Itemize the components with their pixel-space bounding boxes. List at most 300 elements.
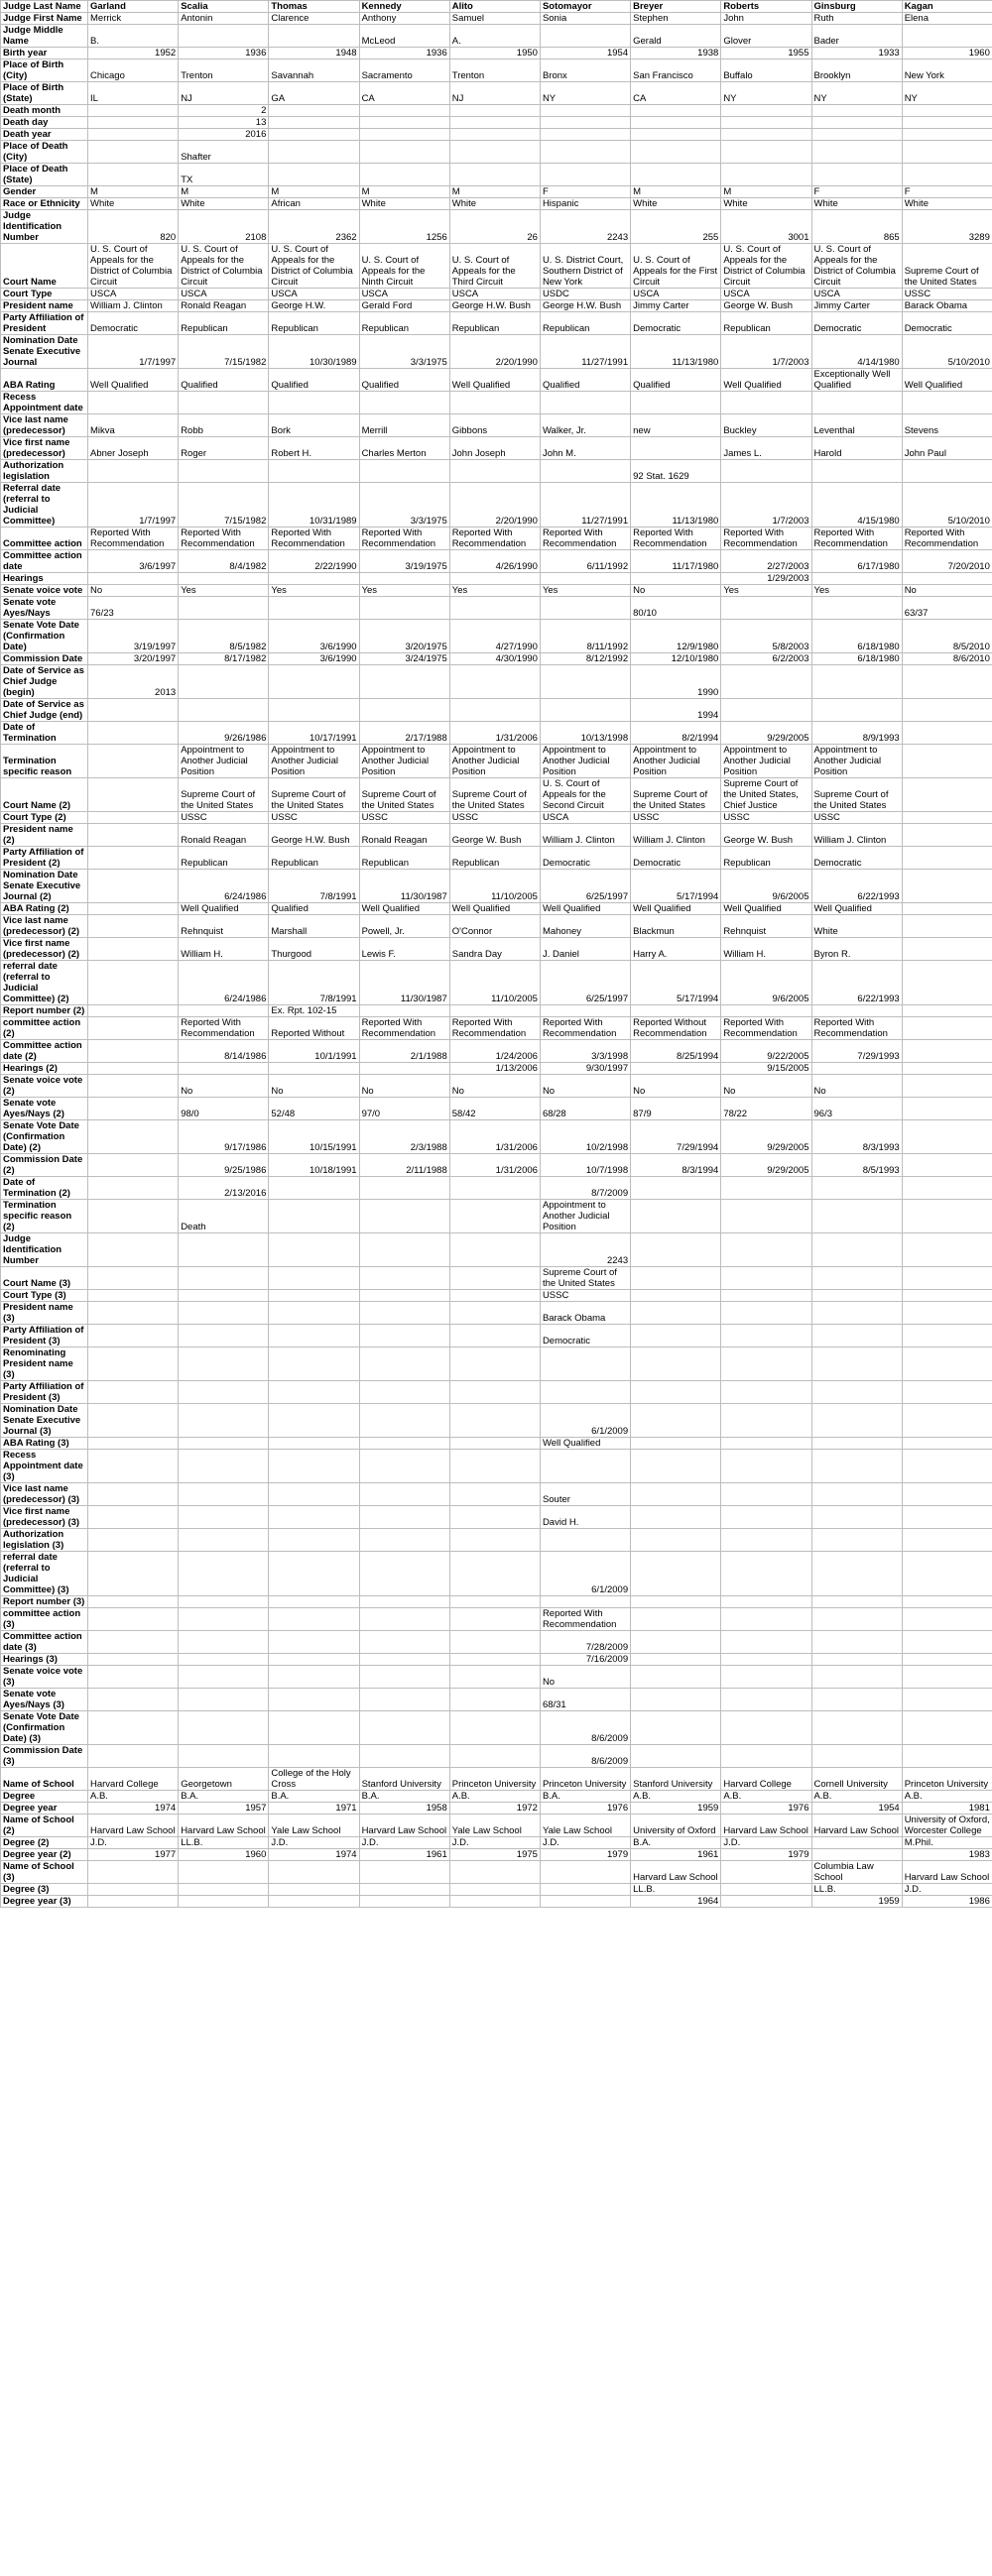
table-cell[interactable]: Charles Merton (359, 437, 449, 460)
header-cell[interactable]: Garland (88, 1, 179, 13)
table-cell[interactable]: 9/6/2005 (721, 961, 811, 1005)
table-cell[interactable] (811, 1666, 902, 1689)
row-label[interactable]: Commission Date (2) (1, 1154, 88, 1177)
row-label[interactable]: Degree (1, 1791, 88, 1803)
table-cell[interactable] (902, 778, 992, 812)
table-cell[interactable]: 2/13/2016 (179, 1177, 269, 1200)
table-cell[interactable]: Reported With Recommendation (721, 1017, 811, 1040)
table-cell[interactable] (902, 392, 992, 414)
table-cell[interactable] (179, 1631, 269, 1654)
table-cell[interactable] (88, 961, 179, 1005)
row-label[interactable]: Committee action date (2) (1, 1040, 88, 1063)
table-cell[interactable] (721, 117, 811, 129)
table-cell[interactable]: 1952 (88, 48, 179, 59)
row-label[interactable]: Hearings (3) (1, 1654, 88, 1666)
table-cell[interactable] (359, 597, 449, 620)
table-cell[interactable]: Qualified (269, 369, 359, 392)
table-cell[interactable]: 1256 (359, 210, 449, 244)
row-label[interactable]: Authorization legislation (1, 460, 88, 483)
table-cell[interactable]: Jimmy Carter (811, 300, 902, 312)
table-cell[interactable] (721, 1381, 811, 1404)
table-cell[interactable]: Democratic (540, 847, 630, 870)
table-cell[interactable] (540, 665, 630, 699)
table-cell[interactable]: 2108 (179, 210, 269, 244)
table-cell[interactable] (631, 1404, 721, 1438)
table-cell[interactable] (179, 1325, 269, 1347)
header-cell[interactable]: Thomas (269, 1, 359, 13)
table-cell[interactable]: B.A. (359, 1791, 449, 1803)
table-cell[interactable]: 9/29/2005 (721, 722, 811, 745)
table-cell[interactable]: USCA (449, 289, 540, 300)
table-cell[interactable] (359, 1450, 449, 1483)
table-cell[interactable] (269, 105, 359, 117)
table-cell[interactable] (902, 1404, 992, 1438)
table-cell[interactable] (88, 812, 179, 824)
table-cell[interactable]: Ronald Reagan (179, 300, 269, 312)
table-cell[interactable] (811, 1837, 902, 1849)
table-cell[interactable] (811, 1849, 902, 1861)
table-cell[interactable]: M (631, 186, 721, 198)
table-cell[interactable]: 7/29/1994 (631, 1120, 721, 1154)
table-cell[interactable]: GA (269, 82, 359, 105)
table-cell[interactable] (721, 141, 811, 164)
table-cell[interactable]: 11/10/2005 (449, 870, 540, 903)
table-cell[interactable]: 11/27/1991 (540, 335, 630, 369)
table-cell[interactable] (88, 1506, 179, 1529)
table-cell[interactable]: 9/25/1986 (179, 1154, 269, 1177)
table-cell[interactable]: Supreme Court of the United States (902, 244, 992, 289)
table-cell[interactable]: Republican (449, 312, 540, 335)
table-cell[interactable] (449, 1290, 540, 1302)
table-cell[interactable]: Death (179, 1200, 269, 1233)
table-cell[interactable]: B. (88, 25, 179, 48)
row-label[interactable]: referral date (referral to Judicial Committee) (3) (1, 1552, 88, 1596)
table-cell[interactable]: Harvard Law School (631, 1861, 721, 1884)
table-cell[interactable] (88, 1861, 179, 1884)
table-cell[interactable]: Well Qualified (721, 369, 811, 392)
table-cell[interactable]: Well Qualified (179, 903, 269, 915)
table-cell[interactable]: Republican (179, 312, 269, 335)
table-cell[interactable] (540, 1884, 630, 1896)
table-cell[interactable] (179, 25, 269, 48)
table-cell[interactable]: Reported With Recommendation (359, 1017, 449, 1040)
table-cell[interactable]: Harvard Law School (359, 1815, 449, 1837)
table-cell[interactable]: 1958 (359, 1803, 449, 1815)
table-cell[interactable]: 1964 (631, 1896, 721, 1908)
table-cell[interactable]: 8/9/1993 (811, 722, 902, 745)
table-cell[interactable] (449, 1347, 540, 1381)
table-cell[interactable] (449, 1631, 540, 1654)
table-cell[interactable] (811, 1552, 902, 1596)
table-cell[interactable]: 6/24/1986 (179, 961, 269, 1005)
row-label[interactable]: Court Type (2) (1, 812, 88, 824)
table-cell[interactable]: 80/10 (631, 597, 721, 620)
table-cell[interactable]: 8/12/1992 (540, 653, 630, 665)
table-cell[interactable]: 1933 (811, 48, 902, 59)
table-cell[interactable] (269, 1884, 359, 1896)
table-cell[interactable] (631, 1608, 721, 1631)
table-cell[interactable]: USSC (269, 812, 359, 824)
table-cell[interactable]: White (359, 198, 449, 210)
table-cell[interactable]: 8/6/2009 (540, 1711, 630, 1745)
table-cell[interactable]: TX (179, 164, 269, 186)
table-cell[interactable]: 3/3/1975 (359, 483, 449, 527)
table-cell[interactable] (88, 915, 179, 938)
table-cell[interactable]: 1971 (269, 1803, 359, 1815)
table-cell[interactable]: 3/24/1975 (359, 653, 449, 665)
table-cell[interactable] (449, 1529, 540, 1552)
table-cell[interactable] (359, 1005, 449, 1017)
table-cell[interactable]: Ronald Reagan (179, 824, 269, 847)
table-cell[interactable] (179, 1381, 269, 1404)
table-cell[interactable]: NJ (179, 82, 269, 105)
table-cell[interactable]: U. S. Court of Appeals for the First Circuit (631, 244, 721, 289)
row-label[interactable]: Vice last name (predecessor) (2) (1, 915, 88, 938)
table-cell[interactable]: 12/9/1980 (631, 620, 721, 653)
table-cell[interactable] (721, 392, 811, 414)
table-cell[interactable] (902, 1666, 992, 1689)
table-cell[interactable]: White (721, 198, 811, 210)
table-cell[interactable] (359, 1654, 449, 1666)
table-cell[interactable]: Ronald Reagan (359, 824, 449, 847)
table-cell[interactable]: O'Connor (449, 915, 540, 938)
table-cell[interactable] (631, 573, 721, 585)
table-cell[interactable]: B.A. (179, 1791, 269, 1803)
table-cell[interactable] (359, 1063, 449, 1075)
table-cell[interactable]: 6/18/1980 (811, 653, 902, 665)
table-cell[interactable] (449, 597, 540, 620)
table-cell[interactable] (811, 129, 902, 141)
table-cell[interactable] (902, 961, 992, 1005)
table-cell[interactable]: NY (811, 82, 902, 105)
table-cell[interactable]: 3/3/1998 (540, 1040, 630, 1063)
table-cell[interactable] (359, 460, 449, 483)
row-label[interactable]: Vice first name (predecessor) (1, 437, 88, 460)
table-cell[interactable] (631, 392, 721, 414)
table-cell[interactable]: Harold (811, 437, 902, 460)
table-cell[interactable]: 1959 (631, 1803, 721, 1815)
table-cell[interactable] (811, 1347, 902, 1381)
table-cell[interactable] (449, 1483, 540, 1506)
table-cell[interactable] (540, 1861, 630, 1884)
table-cell[interactable]: Gibbons (449, 414, 540, 437)
table-cell[interactable]: Elena (902, 13, 992, 25)
table-cell[interactable] (631, 129, 721, 141)
table-cell[interactable]: New York (902, 59, 992, 82)
table-cell[interactable]: J.D. (902, 1884, 992, 1896)
table-cell[interactable]: Reported With Recommendation (811, 1017, 902, 1040)
table-cell[interactable]: Republican (179, 847, 269, 870)
table-cell[interactable]: White (811, 198, 902, 210)
table-cell[interactable] (269, 665, 359, 699)
table-cell[interactable] (179, 597, 269, 620)
table-cell[interactable]: No (88, 585, 179, 597)
table-cell[interactable] (88, 141, 179, 164)
table-cell[interactable]: 1936 (179, 48, 269, 59)
table-cell[interactable]: 3/6/1990 (269, 620, 359, 653)
table-cell[interactable]: 11/17/1980 (631, 550, 721, 573)
table-cell[interactable]: Qualified (540, 369, 630, 392)
table-cell[interactable] (811, 460, 902, 483)
table-cell[interactable]: Appointment to Another Judicial Position (540, 1200, 630, 1233)
table-cell[interactable]: F (540, 186, 630, 198)
table-cell[interactable]: Qualified (269, 903, 359, 915)
table-cell[interactable] (88, 1302, 179, 1325)
table-cell[interactable] (269, 1347, 359, 1381)
table-cell[interactable]: 8/25/1994 (631, 1040, 721, 1063)
table-cell[interactable] (721, 1529, 811, 1552)
table-cell[interactable] (631, 1552, 721, 1596)
table-cell[interactable]: White (631, 198, 721, 210)
table-cell[interactable]: McLeod (359, 25, 449, 48)
table-cell[interactable] (359, 665, 449, 699)
table-cell[interactable] (269, 1438, 359, 1450)
row-label[interactable]: Committee action date (1, 550, 88, 573)
table-cell[interactable] (269, 1267, 359, 1290)
row-label[interactable]: Renominating President name (3) (1, 1347, 88, 1381)
table-cell[interactable]: 255 (631, 210, 721, 244)
table-cell[interactable] (179, 1404, 269, 1438)
table-cell[interactable]: USSC (179, 812, 269, 824)
table-cell[interactable]: A.B. (811, 1791, 902, 1803)
table-cell[interactable]: No (269, 1075, 359, 1098)
table-cell[interactable]: U. S. Court of Appeals for the District of Columbia Circuit (88, 244, 179, 289)
row-label[interactable]: committee action (3) (1, 1608, 88, 1631)
table-cell[interactable] (631, 117, 721, 129)
table-cell[interactable]: U. S. District Court, Southern District of New York (540, 244, 630, 289)
table-cell[interactable]: 8/6/2010 (902, 653, 992, 665)
table-cell[interactable]: 6/1/2009 (540, 1404, 630, 1438)
table-cell[interactable]: Exceptionally Well Qualified (811, 369, 902, 392)
table-cell[interactable]: Well Qualified (721, 903, 811, 915)
table-cell[interactable]: USSC (540, 1290, 630, 1302)
table-cell[interactable]: J. Daniel (540, 938, 630, 961)
table-cell[interactable] (88, 745, 179, 778)
table-cell[interactable] (902, 915, 992, 938)
table-cell[interactable] (88, 1063, 179, 1075)
table-cell[interactable] (179, 392, 269, 414)
table-cell[interactable]: White (902, 198, 992, 210)
table-cell[interactable]: 9/17/1986 (179, 1120, 269, 1154)
table-cell[interactable]: 2013 (88, 665, 179, 699)
table-cell[interactable]: 3/19/1997 (88, 620, 179, 653)
table-cell[interactable]: 1960 (179, 1849, 269, 1861)
table-cell[interactable]: 5/8/2003 (721, 620, 811, 653)
table-cell[interactable]: Reported With Recommendation (269, 527, 359, 550)
table-cell[interactable] (179, 1884, 269, 1896)
table-cell[interactable] (269, 1483, 359, 1506)
table-cell[interactable] (359, 117, 449, 129)
table-cell[interactable] (449, 1745, 540, 1768)
table-cell[interactable] (902, 699, 992, 722)
table-cell[interactable]: Reported With Recommendation (449, 1017, 540, 1040)
table-cell[interactable]: 1957 (179, 1803, 269, 1815)
table-cell[interactable] (721, 597, 811, 620)
table-cell[interactable]: Appointment to Another Judicial Position (359, 745, 449, 778)
table-cell[interactable] (811, 1689, 902, 1711)
table-cell[interactable] (88, 1689, 179, 1711)
table-cell[interactable] (721, 1483, 811, 1506)
table-cell[interactable] (449, 1861, 540, 1884)
table-cell[interactable]: Merrill (359, 414, 449, 437)
table-cell[interactable] (902, 1529, 992, 1552)
header-cell[interactable]: Kagan (902, 1, 992, 13)
table-cell[interactable]: 1977 (88, 1849, 179, 1861)
table-cell[interactable]: 7/16/2009 (540, 1654, 630, 1666)
table-cell[interactable]: George H.W. Bush (269, 824, 359, 847)
table-cell[interactable] (540, 1450, 630, 1483)
table-cell[interactable] (721, 1347, 811, 1381)
row-label[interactable]: Race or Ethnicity (1, 198, 88, 210)
table-cell[interactable] (449, 460, 540, 483)
table-cell[interactable]: 8/5/2010 (902, 620, 992, 653)
table-cell[interactable] (179, 1267, 269, 1290)
table-cell[interactable]: 98/0 (179, 1098, 269, 1120)
row-label[interactable]: Date of Termination (2) (1, 1177, 88, 1200)
table-cell[interactable]: 4/15/1980 (811, 483, 902, 527)
table-cell[interactable]: Republican (540, 312, 630, 335)
table-cell[interactable]: NY (540, 82, 630, 105)
table-cell[interactable] (902, 1438, 992, 1450)
table-cell[interactable]: Democratic (631, 312, 721, 335)
table-cell[interactable] (359, 699, 449, 722)
table-cell[interactable] (811, 1267, 902, 1290)
table-cell[interactable] (811, 1381, 902, 1404)
table-cell[interactable] (269, 1552, 359, 1596)
table-cell[interactable] (88, 1404, 179, 1438)
header-cell[interactable]: Scalia (179, 1, 269, 13)
table-cell[interactable]: M (721, 186, 811, 198)
table-cell[interactable] (721, 1005, 811, 1017)
table-cell[interactable] (540, 460, 630, 483)
table-cell[interactable] (88, 573, 179, 585)
table-cell[interactable] (631, 1450, 721, 1483)
row-label[interactable]: Degree (2) (1, 1837, 88, 1849)
table-cell[interactable]: Walker, Jr. (540, 414, 630, 437)
table-cell[interactable]: Stanford University (359, 1768, 449, 1791)
table-cell[interactable] (721, 1552, 811, 1596)
table-cell[interactable] (269, 1596, 359, 1608)
table-cell[interactable] (359, 129, 449, 141)
table-cell[interactable]: 1/31/2006 (449, 1154, 540, 1177)
table-cell[interactable]: Harvard College (88, 1768, 179, 1791)
table-cell[interactable]: 6/17/1980 (811, 550, 902, 573)
table-cell[interactable] (540, 1005, 630, 1017)
table-cell[interactable]: Harvard Law School (721, 1815, 811, 1837)
table-cell[interactable]: 10/1/1991 (269, 1040, 359, 1063)
table-cell[interactable] (179, 665, 269, 699)
table-cell[interactable] (811, 1529, 902, 1552)
table-cell[interactable] (721, 1438, 811, 1450)
table-cell[interactable]: A.B. (902, 1791, 992, 1803)
table-cell[interactable]: Reported With Recommendation (88, 527, 179, 550)
table-cell[interactable]: 1954 (811, 1803, 902, 1815)
table-cell[interactable]: 76/23 (88, 597, 179, 620)
table-cell[interactable] (540, 117, 630, 129)
table-cell[interactable] (269, 1450, 359, 1483)
table-cell[interactable]: Clarence (269, 13, 359, 25)
table-cell[interactable] (811, 1654, 902, 1666)
table-cell[interactable]: M.Phil. (902, 1837, 992, 1849)
table-cell[interactable]: 1948 (269, 48, 359, 59)
table-cell[interactable] (721, 1404, 811, 1438)
table-cell[interactable] (540, 1529, 630, 1552)
table-cell[interactable]: John (721, 13, 811, 25)
table-cell[interactable] (449, 573, 540, 585)
table-cell[interactable]: 3001 (721, 210, 811, 244)
table-cell[interactable]: 52/48 (269, 1098, 359, 1120)
table-cell[interactable]: Reported With Recommendation (540, 1017, 630, 1040)
table-cell[interactable] (88, 938, 179, 961)
row-label[interactable]: Place of Birth (City) (1, 59, 88, 82)
table-cell[interactable] (631, 1631, 721, 1654)
table-cell[interactable] (449, 1381, 540, 1404)
table-cell[interactable] (902, 1040, 992, 1063)
row-label[interactable]: Recess Appointment date (3) (1, 1450, 88, 1483)
table-cell[interactable]: 58/42 (449, 1098, 540, 1120)
table-cell[interactable] (88, 1608, 179, 1631)
table-cell[interactable] (449, 1438, 540, 1450)
table-cell[interactable]: Samuel (449, 13, 540, 25)
table-cell[interactable] (359, 1745, 449, 1768)
table-cell[interactable] (88, 1290, 179, 1302)
table-cell[interactable]: Yes (179, 585, 269, 597)
table-cell[interactable]: 8/2/1994 (631, 722, 721, 745)
table-cell[interactable] (902, 938, 992, 961)
table-cell[interactable] (449, 699, 540, 722)
table-cell[interactable]: USCA (269, 289, 359, 300)
table-cell[interactable]: Ruth (811, 13, 902, 25)
table-cell[interactable]: M (269, 186, 359, 198)
table-cell[interactable]: 6/22/1993 (811, 870, 902, 903)
table-cell[interactable] (449, 1177, 540, 1200)
table-cell[interactable]: 63/37 (902, 597, 992, 620)
table-cell[interactable]: Leventhal (811, 414, 902, 437)
table-cell[interactable]: George W. Bush (449, 824, 540, 847)
table-cell[interactable]: 10/15/1991 (269, 1120, 359, 1154)
table-cell[interactable] (269, 1861, 359, 1884)
row-label[interactable]: Authorization legislation (3) (1, 1529, 88, 1552)
table-cell[interactable] (902, 1200, 992, 1233)
table-cell[interactable] (88, 1075, 179, 1098)
table-cell[interactable]: 1/24/2006 (449, 1040, 540, 1063)
table-cell[interactable]: 1994 (631, 699, 721, 722)
table-cell[interactable] (631, 1347, 721, 1381)
table-cell[interactable] (359, 1200, 449, 1233)
table-cell[interactable] (811, 1711, 902, 1745)
table-cell[interactable]: Harvard Law School (902, 1861, 992, 1884)
row-label[interactable]: Committee action (1, 527, 88, 550)
table-cell[interactable] (902, 847, 992, 870)
table-cell[interactable] (449, 1450, 540, 1483)
table-cell[interactable] (88, 460, 179, 483)
table-cell[interactable]: 1976 (721, 1803, 811, 1815)
table-cell[interactable] (902, 1063, 992, 1075)
table-cell[interactable] (540, 1896, 630, 1908)
table-cell[interactable]: Byron R. (811, 938, 902, 961)
table-cell[interactable] (359, 1711, 449, 1745)
table-cell[interactable] (269, 597, 359, 620)
table-cell[interactable]: 26 (449, 210, 540, 244)
table-cell[interactable]: U. S. Court of Appeals for the District of Columbia Circuit (269, 244, 359, 289)
row-label[interactable]: Date of Service as Chief Judge (end) (1, 699, 88, 722)
table-cell[interactable]: Thurgood (269, 938, 359, 961)
table-cell[interactable] (449, 105, 540, 117)
table-cell[interactable]: Shafter (179, 141, 269, 164)
table-cell[interactable] (179, 1483, 269, 1506)
table-cell[interactable]: Bork (269, 414, 359, 437)
table-cell[interactable] (811, 1631, 902, 1654)
